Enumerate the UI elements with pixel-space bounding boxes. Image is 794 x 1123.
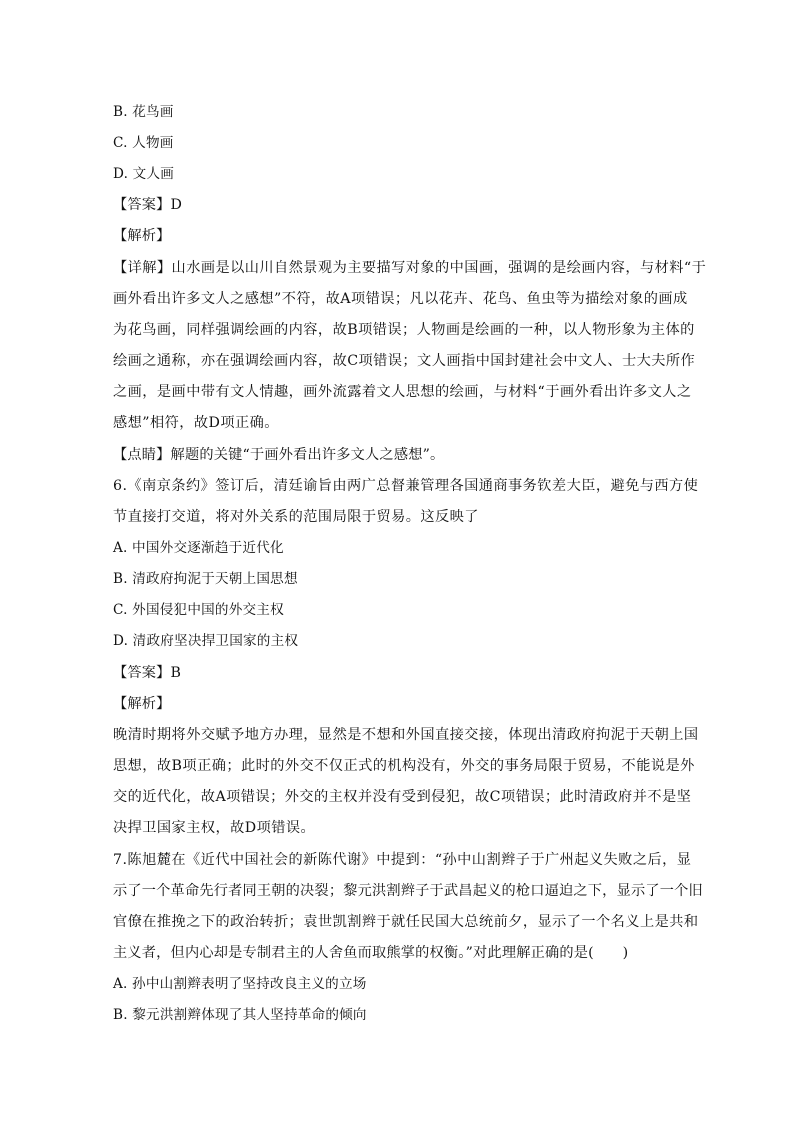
q5-option-b: B. 花鸟画 <box>113 104 174 120</box>
q7-stem-line: 7.陈旭麓在《近代中国社会的新陈代谢》中提到：“孙中山割辫子于广州起义失败之后，显 <box>113 852 692 868</box>
q5-detail-line: 之画，是画中带有文人情趣，画外流露着文人思想的绘画，与材料“于画外看出许多文人之 <box>113 384 692 400</box>
q6-analysis-line: 晚清时期将外交赋予地方办理，显然是不想和外国直接交接，体现出清政府拘泥于天朝上国 <box>113 727 699 743</box>
q6-option-c: C. 外国侵犯中国的外交主权 <box>113 602 284 618</box>
q7-option-b: B. 黎元洪割辫体现了其人坚持革命的倾向 <box>113 1007 367 1023</box>
q6-stem-line: 6.《南京条约》签订后，清廷谕旨由两广总督兼管理各国通商事务钦差大臣，避免与西方使 <box>113 478 699 494</box>
q6-option-a: A. 中国外交逐渐趋于近代化 <box>113 540 284 556</box>
q5-detail-line: 【详解】山水画是以山川自然景观为主要描写对象的中国画，强调的是绘画内容，与材料“于 <box>113 260 707 276</box>
q5-detail-line: 感想”相符，故D项正确。 <box>113 415 279 431</box>
q6-analysis-label: 【解析】 <box>113 696 171 712</box>
q7-stem-line: 主义者，但内心却是专制君主的人舍鱼而取熊掌的权衡。”对此理解正确的是( ) <box>113 945 629 961</box>
q6-option-b: B. 清政府拘泥于天朝上国思想 <box>113 571 298 587</box>
q6-analysis-line: 决捍卫国家主权，故D项错误。 <box>113 820 316 836</box>
q5-answer: 【答案】D <box>113 197 183 213</box>
q5-option-d: D. 文人画 <box>113 166 175 182</box>
q5-detail-line: 绘画之通称，亦在强调绘画内容，故C项错误；文人画指中国封建社会中文人、士大夫所作 <box>113 353 696 369</box>
q6-option-d: D. 清政府坚决捍卫国家的主权 <box>113 633 299 649</box>
q7-stem-line: 示了一个革命先行者同王朝的决裂；黎元洪割辫子于武昌起义的枪口逼迫之下，显示了一个旧 <box>113 883 703 899</box>
q6-stem-line: 节直接打交道，将对外关系的范围局限于贸易。这反映了 <box>113 509 479 525</box>
q5-detail-line: 为花鸟画，同样强调绘画的内容，故B项错误；人物画是绘画的一种，以人物形象为主体的 <box>113 322 695 338</box>
q5-tip: 【点睛】解题的关键“于画外看出许多文人之感想”。 <box>113 447 445 463</box>
q7-option-a: A. 孙中山割辫表明了坚持改良主义的立场 <box>113 976 367 992</box>
q7-stem-line: 官僚在推挽之下的政治转折；袁世凯割辫于就任民国大总统前夕，显示了一个名义上是共和 <box>113 914 699 930</box>
q6-analysis-line: 思想，故B项正确；此时的外交不仅正式的机构没有，外交的事务局限于贸易，不能说是外 <box>113 758 695 774</box>
q5-analysis-label: 【解析】 <box>113 228 171 244</box>
q6-answer: 【答案】B <box>113 665 182 681</box>
q6-analysis-line: 交的近代化，故A项错误；外交的主权并没有受到侵犯，故C项错误；此时清政府并不是坚 <box>113 789 692 805</box>
q5-option-c: C. 人物画 <box>113 135 174 151</box>
q5-detail-line: 画外看出许多文人之感想”不符，故A项错误；凡以花卉、花鸟、鱼虫等为描绘对象的画成 <box>113 291 688 307</box>
